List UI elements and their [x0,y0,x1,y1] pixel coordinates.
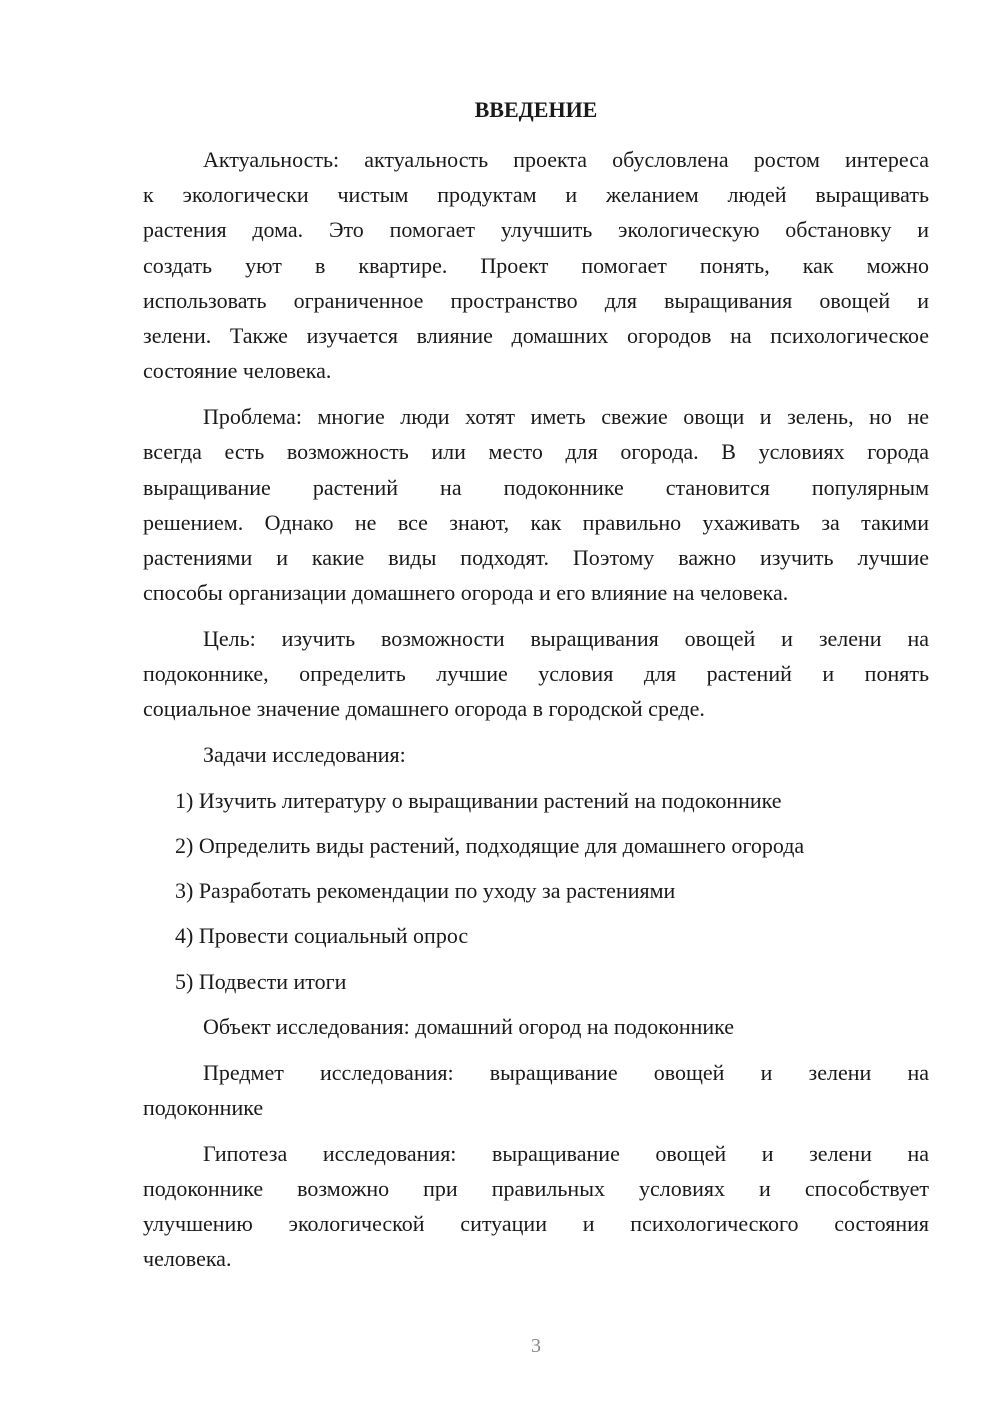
text-line: выращивание растений на подоконнике становится популярным [143,475,929,500]
text-line: Проблема: многие люди хотят иметь свежие овощи и зелень, но не [203,404,929,429]
text-line: решением. Однако не все знают, как правильно ухаживать за такими [143,510,929,535]
list-item: 1) Изучить литературу о выращивании растений на подоконнике [175,788,782,813]
text-line: способы организации домашнего огорода и его влияние на человека. [143,580,789,605]
text-line: использовать ограниченное пространство для выращивания овощей и [143,288,929,313]
text-line: подоконнике [143,1095,264,1120]
text-line: социальное значение домашнего огорода в городской среде. [143,696,705,721]
research-object: Объект исследования: домашний огород на подоконнике [203,1014,735,1039]
text-line: растениями и какие виды подходят. Поэтому важно изучить лучшие [143,545,929,570]
list-item: 4) Провести социальный опрос [175,923,469,948]
tasks-heading: Задачи исследования: [203,742,406,767]
text-line: создать уют в квартире. Проект помогает понять, как можно [143,253,929,278]
text-line: Гипотеза исследования: выращивание овощей и зелени на [203,1141,929,1166]
text-line: улучшению экологической ситуации и психологического состояния [143,1211,929,1236]
text-line: Цель: изучить возможности выращивания овощей и зелени на [203,626,929,651]
text-line: растения дома. Это помогает улучшить экологическую обстановку и [143,217,929,242]
list-item: 3) Разработать рекомендации по уходу за растениями [175,878,676,903]
text-line: человека. [143,1246,232,1271]
text-line: всегда есть возможность или место для огорода. В условиях города [143,439,929,464]
list-item: 5) Подвести итоги [175,969,347,994]
page-title: ВВЕДЕНИЕ [474,97,598,122]
text-line: Актуальность: актуальность проекта обусловлена ростом интереса [203,147,929,172]
page-number: 3 [531,1335,541,1357]
text-line: к экологически чистым продуктам и желанием людей выращивать [143,182,929,207]
text-line: Предмет исследования: выращивание овощей и зелени на [203,1060,929,1085]
text-line: подоконнике, определить лучшие условия для растений и понять [143,661,929,686]
text-line: зелени. Также изучается влияние домашних огородов на психологическое [143,323,929,348]
text-line: подоконнике возможно при правильных условиях и способствует [143,1176,929,1201]
list-item: 2) Определить виды растений, подходящие для домашнего огорода [175,833,805,858]
text-line: состояние человека. [143,358,332,383]
